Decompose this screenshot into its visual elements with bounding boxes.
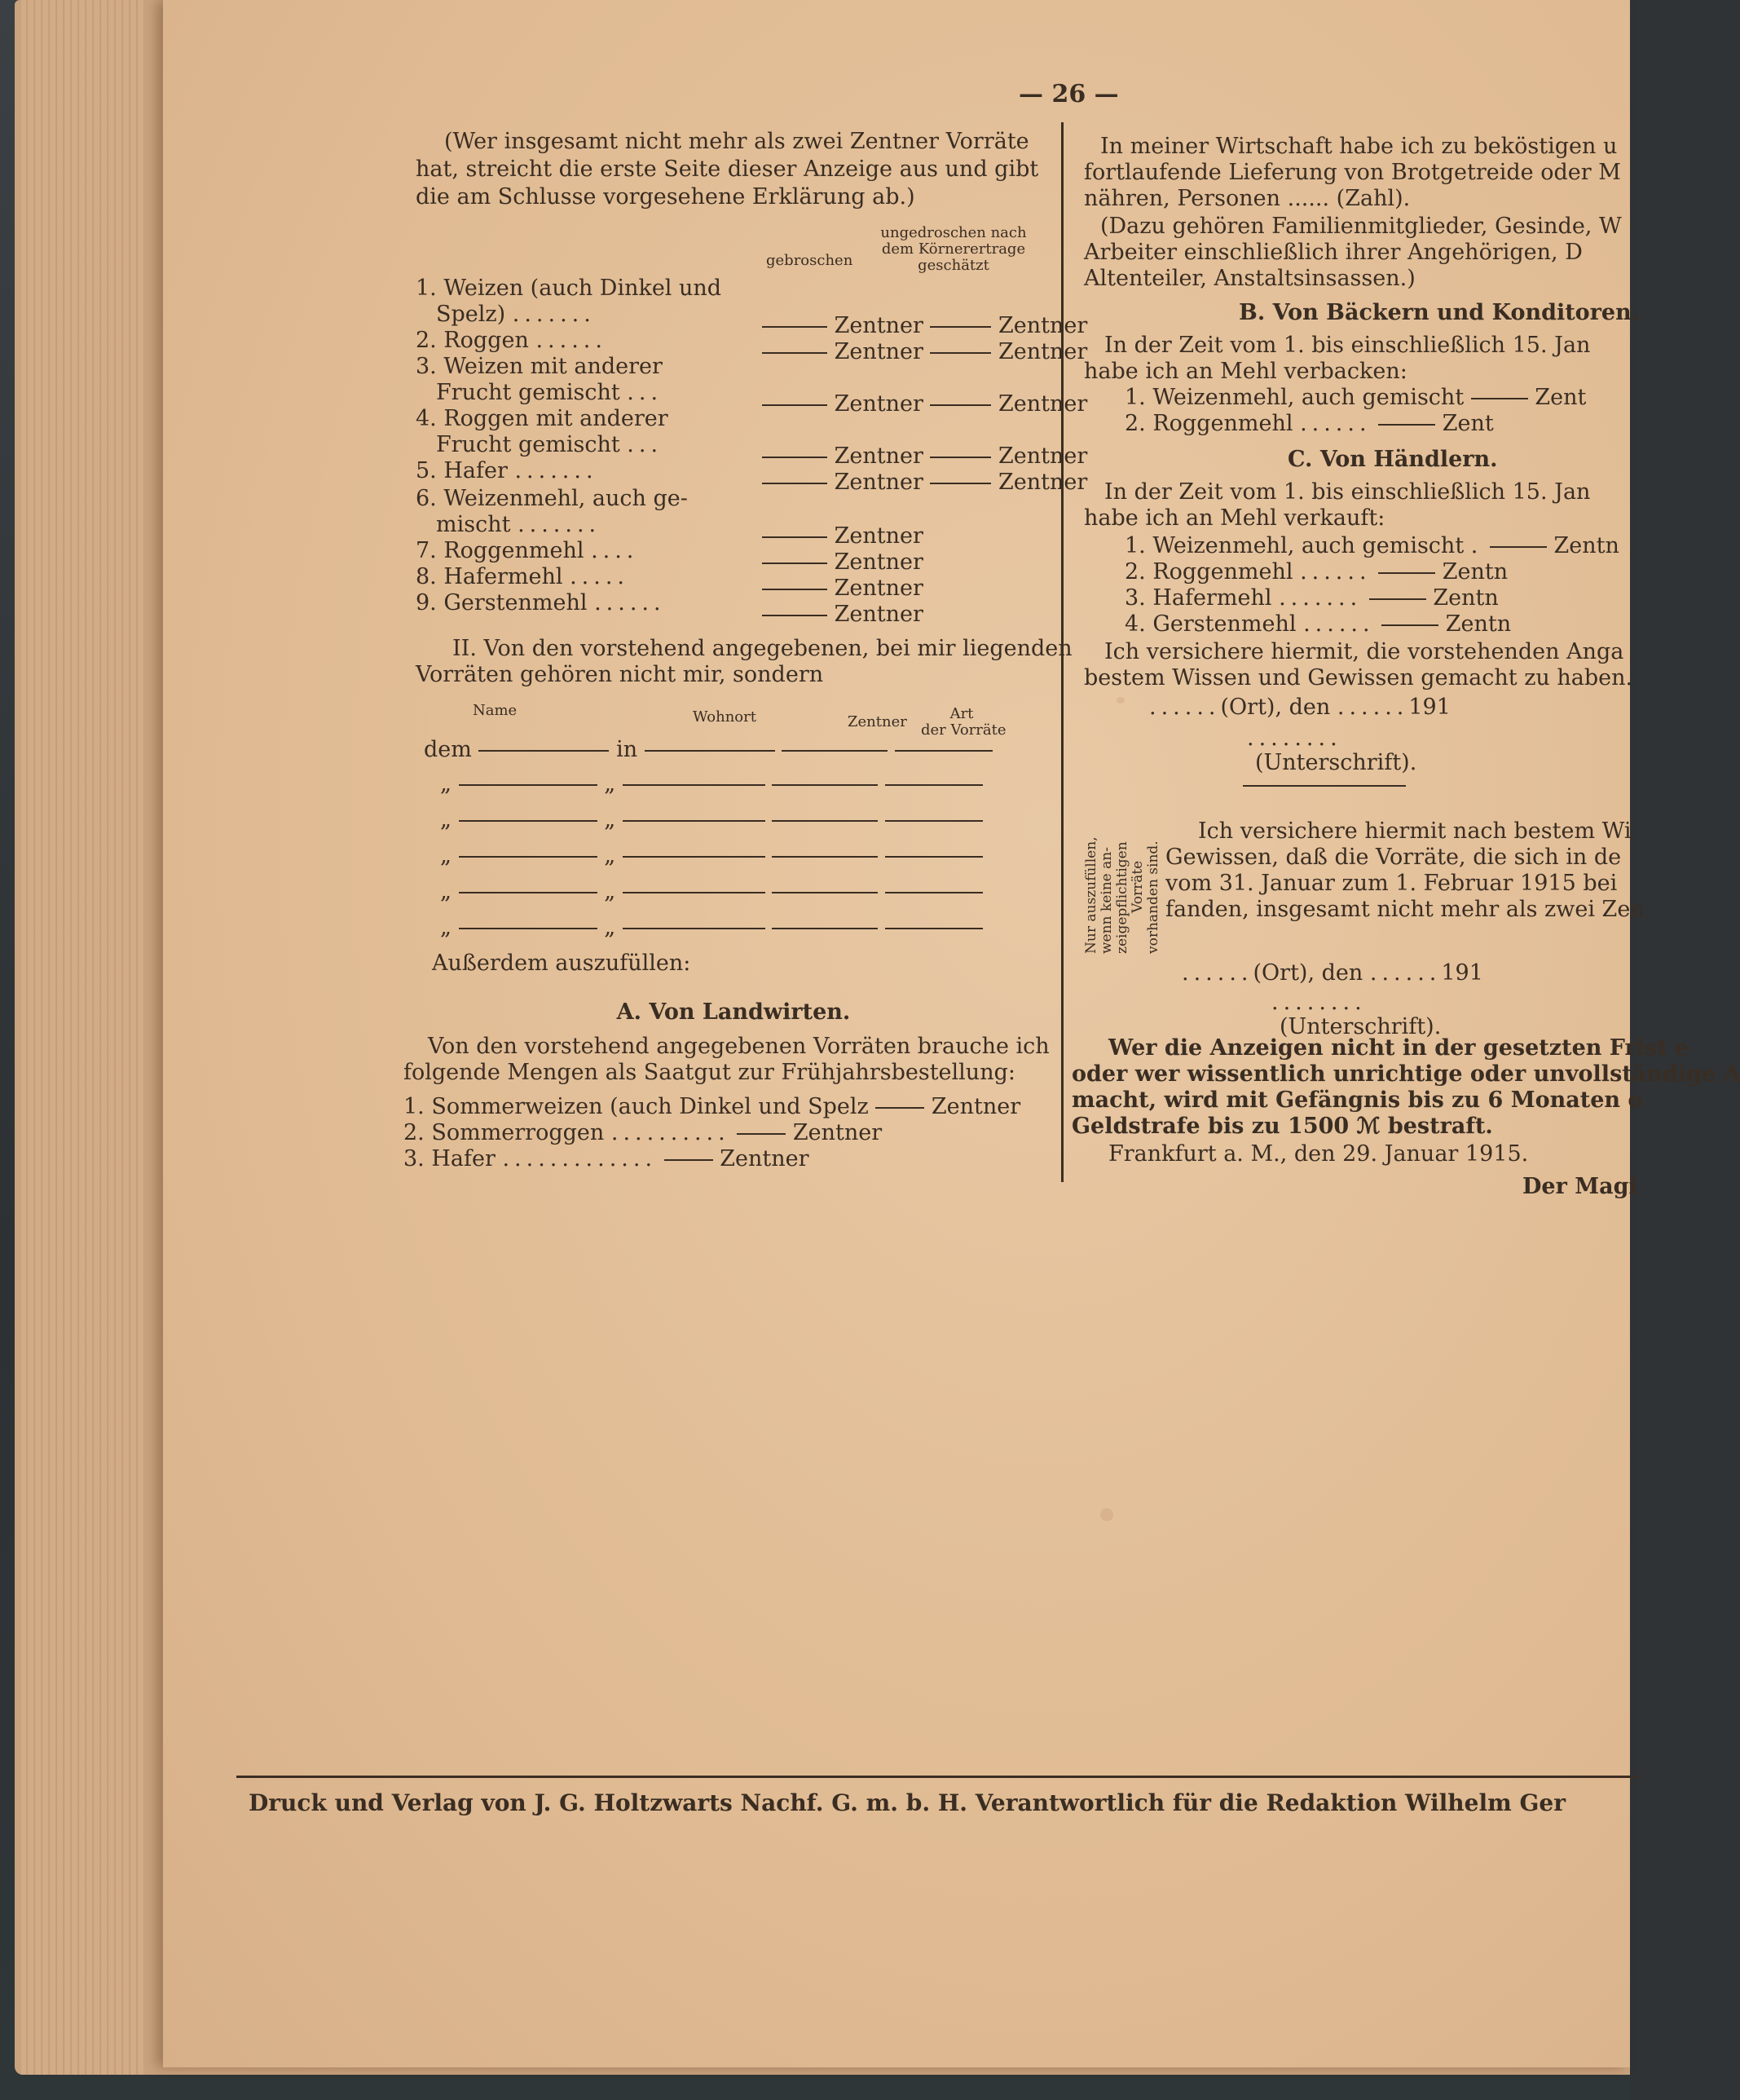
item-row-units: Zentner bbox=[762, 576, 923, 602]
magistrat-signoff: Der Magi bbox=[1522, 1174, 1637, 1199]
intro-line: hat, streicht die erste Seite dieser Anzeige aus und gibt bbox=[416, 157, 1039, 182]
penalty-text: Geldstrafe bis zu 1500 ℳ bestraft. bbox=[1072, 1114, 1493, 1139]
intro-line: (Wer insgesamt nicht mehr als zwei Zentner Vorräte bbox=[444, 129, 1029, 154]
penalty-text: macht, wird mit Gefängnis bis zu 6 Monaten o bbox=[1072, 1088, 1643, 1113]
small-assurance: fanden, insgesamt nicht mehr als zwei Zen bbox=[1165, 897, 1645, 922]
table-row: „ „ bbox=[440, 879, 983, 905]
signature-label: (Unterschrift). bbox=[1280, 1014, 1442, 1039]
paper-stain bbox=[1117, 697, 1125, 704]
table-header-quantity: Zentner bbox=[848, 713, 907, 730]
section-b-text: In der Zeit vom 1. bis einschließlich 15. Jan bbox=[1104, 333, 1591, 358]
item-label-cont: Spelz) ....... bbox=[436, 302, 596, 327]
item-row-units: Zentner Zentner bbox=[762, 443, 1087, 470]
page-number: — 26 — bbox=[1019, 80, 1119, 108]
header-threshed: gebroschen bbox=[766, 252, 853, 269]
extra-fill-label: Außerdem auszufüllen: bbox=[432, 951, 691, 976]
item-label: 6. Weizenmehl, auch ge- bbox=[416, 486, 688, 511]
household-text: In meiner Wirtschaft habe ich zu beköstigen u bbox=[1100, 134, 1618, 159]
section-b-title: B. Von Bäckern und Konditoren. bbox=[1239, 300, 1640, 325]
section-c-item: 2. Roggenmehl ...... Zentn bbox=[1125, 559, 1509, 585]
assurance-text: Ich versichere hiermit, die vorstehenden Anga bbox=[1104, 639, 1624, 664]
place-date-line: ......(Ort), den ......191 bbox=[1182, 960, 1483, 986]
small-assurance: Ich versichere hiermit nach bestem Wi bbox=[1198, 818, 1632, 844]
household-text: Arbeiter einschließlich ihrer Angehörigen, D bbox=[1084, 240, 1583, 265]
small-assurance: Gewissen, daß die Vorräte, die sich in de bbox=[1165, 845, 1622, 870]
imprint-line: Druck und Verlag von J. G. Holtzwarts Nachf. G. m. b. H. Verantwortlich für die Redaktion Wilhelm Ger bbox=[249, 1789, 1566, 1816]
item-row-units: Zentner bbox=[762, 523, 923, 549]
assurance-text: bestem Wissen und Gewissen gemacht zu haben. bbox=[1084, 665, 1633, 690]
seed-item: 2. Sommerroggen .......... Zentner bbox=[403, 1120, 883, 1145]
section-a-title: A. Von Landwirten. bbox=[616, 999, 851, 1025]
item-label: 7. Roggenmehl .... bbox=[416, 538, 639, 563]
household-text: nähren, Personen ...... (Zahl). bbox=[1084, 186, 1411, 211]
item-row-units: Zentner bbox=[762, 602, 923, 628]
seed-item: 1. Sommerweizen (auch Dinkel und Spelz Zentner bbox=[403, 1094, 1021, 1119]
item-label: 3. Weizen mit anderer bbox=[416, 354, 663, 379]
item-row-units: Zentner Zentner bbox=[762, 391, 1087, 417]
item-label: 4. Roggen mit anderer bbox=[416, 406, 668, 431]
table-header-kind: Art der Vorräte bbox=[921, 705, 1007, 739]
table-row: „ „ bbox=[440, 843, 983, 869]
document-page: — 26 — (Wer insgesamt nicht mehr als zwei Zentner Vorräte hat, streicht die erste Seite dieser Anzeige aus und gibt die am Schlusse vorgesehene Erklärung ab.) ungedroschen nach dem Körnerertrage geschätzt gebroschen 1. Weizen (auch Dinkel und Spelz) ....... Zentner Zentner 2. Roggen ...... Zentner Zentner 3. Weizen mit anderer Frucht gemischt ... Zentner Zentner 4. Roggen mit anderer Frucht gemischt ... Zentner Zentner 5. Hafer ....... Zentner Zentner 6. Weizenmehl, auch ge- mischt ....... Zentner 7. Roggenmehl .... Zentner 8. Hafermehl ..... Zentner 9. Gerstenmehl ...... Zentner II. Von den vorstehend angegebenen, bei mir liegenden Vorräten gehören nicht mir, sondern Name Wohnort Zentner Art der Vorräte dem in „ „ „ „ „ „ „ „ „ „ Außerdem auszufüllen: A. Von Landwirten. Von den vorstehend angegebenen Vorräten brauche ich folgende Mengen als Saatgut zur Frühjahrsbestellung: 1. Sommerweizen (auch Dinkel und Spelz Zentner 2. Sommerroggen .......... Zentner 3. Hafer ............. Zentner In meiner Wirtschaft habe ich zu beköstigen u fortlaufende Lieferung von Brotgetreide oder M nähren, Personen ...... (Zahl). (Dazu gehören Familienmitglieder, Gesinde, W Arbeiter einschließlich ihrer Angehörigen, D Altenteiler, Anstaltsinsassen.) B. Von Bäckern und Konditoren. In der Zeit vom 1. bis einschließlich 15. Jan habe ich an Mehl verbacken: 1. Weizenmehl, auch gemischt Zent 2. Roggenmehl ...... Zent C. Von Händlern. In der Zeit vom 1. bis einschließlich 15. Jan habe ich an Mehl verkauft: 1. Weizenmehl, auch gemischt . Zentn 2. Roggenmehl ...... Zentn 3. Hafermehl ....... Zentn 4. Gerstenmehl ...... Zentn Ich versichere hiermit, die vorstehenden Anga bestem Wissen und Gewissen gemacht zu haben. ......(Ort), den ......191 ........ (Unterschrift). Nur auszufüllen, wenn keine an- zeigepflichtigen Vorräte vorhanden sind. Ich versichere hiermit nach bestem Wi Gewissen, daß die Vorräte, die sich in de vom 31. Januar zum 1. Februar 1915 bei fanden, insgesamt nicht mehr als zwei Zen ......(Ort), den ......191 ........ (Unterschrift). Wer die Anzeigen nicht in der gesetzten Frist e oder wer wissentlich unrichtige oder unvollständige A macht, wird mit Gefängnis bis zu 6 Monaten o Geldstrafe bis zu 1500 ℳ bestraft. Frankfurt a. M., den 29. Januar 1915. Der Magi Druck und Verlag von J. G. Holtzwarts Nachf. G. m. b. H. Verantwortlich für die Redaktion Wilhelm Ger bbox=[163, 0, 1630, 2067]
section-b-item: 2. Roggenmehl ...... Zent bbox=[1125, 411, 1494, 436]
small-assurance: vom 31. Januar zum 1. Februar 1915 bei bbox=[1165, 871, 1618, 896]
separator-line bbox=[1243, 785, 1406, 787]
section-b-text: habe ich an Mehl verbacken: bbox=[1084, 359, 1407, 384]
imprint-rule bbox=[236, 1776, 1638, 1778]
section-2-line: Vorräten gehören nicht mir, sondern bbox=[416, 662, 824, 687]
section-c-text: In der Zeit vom 1. bis einschließlich 15. Jan bbox=[1104, 479, 1591, 505]
item-label-cont: Frucht gemischt ... bbox=[436, 380, 663, 405]
paper-stain bbox=[1100, 1508, 1113, 1521]
table-header-residence: Wohnort bbox=[693, 708, 756, 726]
signature-label: (Unterschrift). bbox=[1255, 750, 1417, 775]
dateline: Frankfurt a. M., den 29. Januar 1915. bbox=[1108, 1141, 1529, 1167]
intro-line: die am Schlusse vorgesehene Erklärung ab.) bbox=[416, 184, 915, 210]
place-date-line: ......(Ort), den ......191 bbox=[1149, 695, 1451, 720]
item-label: 1. Weizen (auch Dinkel und bbox=[416, 276, 722, 301]
item-row-units: Zentner Zentner bbox=[762, 313, 1087, 339]
item-label-cont: Frucht gemischt ... bbox=[436, 432, 663, 457]
item-label: 8. Hafermehl ..... bbox=[416, 564, 629, 589]
item-label: 5. Hafer ....... bbox=[416, 458, 598, 483]
section-c-item: 4. Gerstenmehl ...... Zentn bbox=[1125, 611, 1512, 637]
item-row-units: Zentner Zentner bbox=[762, 339, 1087, 365]
item-label: 9. Gerstenmehl ...... bbox=[416, 590, 666, 615]
section-c-item: 3. Hafermehl ....... Zentn bbox=[1125, 585, 1499, 611]
table-row: „ „ bbox=[440, 771, 983, 797]
table-header-name: Name bbox=[473, 702, 518, 719]
section-a-text: Von den vorstehend angegebenen Vorräten brauche ich bbox=[428, 1034, 1050, 1059]
section-c-text: habe ich an Mehl verkauft: bbox=[1084, 505, 1385, 531]
table-row: „ „ bbox=[440, 915, 983, 941]
item-row-units: Zentner bbox=[762, 549, 923, 576]
bleed-through-shadow bbox=[650, 56, 697, 173]
household-text: fortlaufende Lieferung von Brotgetreide oder M bbox=[1084, 160, 1621, 185]
item-label-cont: mischt ....... bbox=[436, 512, 601, 537]
item-label: 2. Roggen ...... bbox=[416, 328, 607, 353]
penalty-text: oder wer wissentlich unrichtige oder unvollständige A bbox=[1072, 1061, 1740, 1087]
signature-dots: ........ bbox=[1247, 726, 1342, 751]
section-b-item: 1. Weizenmehl, auch gemischt Zent bbox=[1125, 385, 1587, 410]
table-row: „ „ bbox=[440, 807, 983, 833]
item-row-units: Zentner Zentner bbox=[762, 470, 1087, 496]
household-text: (Dazu gehören Familienmitglieder, Gesinde, W bbox=[1100, 214, 1622, 239]
table-row: dem in bbox=[424, 737, 993, 763]
section-c-item: 1. Weizenmehl, auch gemischt . Zentn bbox=[1125, 533, 1619, 558]
section-a-text: folgende Mengen als Saatgut zur Frühjahrsbestellung: bbox=[403, 1060, 1015, 1085]
seed-item: 3. Hafer ............. Zentner bbox=[403, 1146, 809, 1171]
penalty-text: Wer die Anzeigen nicht in der gesetzten Frist e bbox=[1108, 1035, 1689, 1061]
household-text: Altenteiler, Anstaltsinsassen.) bbox=[1084, 266, 1416, 291]
header-unthreshed: ungedroschen nach dem Körnerertrage geschätzt bbox=[880, 224, 1027, 274]
signature-dots: ........ bbox=[1271, 990, 1367, 1015]
section-2-line: II. Von den vorstehend angegebenen, bei mir liegenden bbox=[452, 636, 1073, 661]
section-c-title: C. Von Händlern. bbox=[1288, 447, 1498, 472]
